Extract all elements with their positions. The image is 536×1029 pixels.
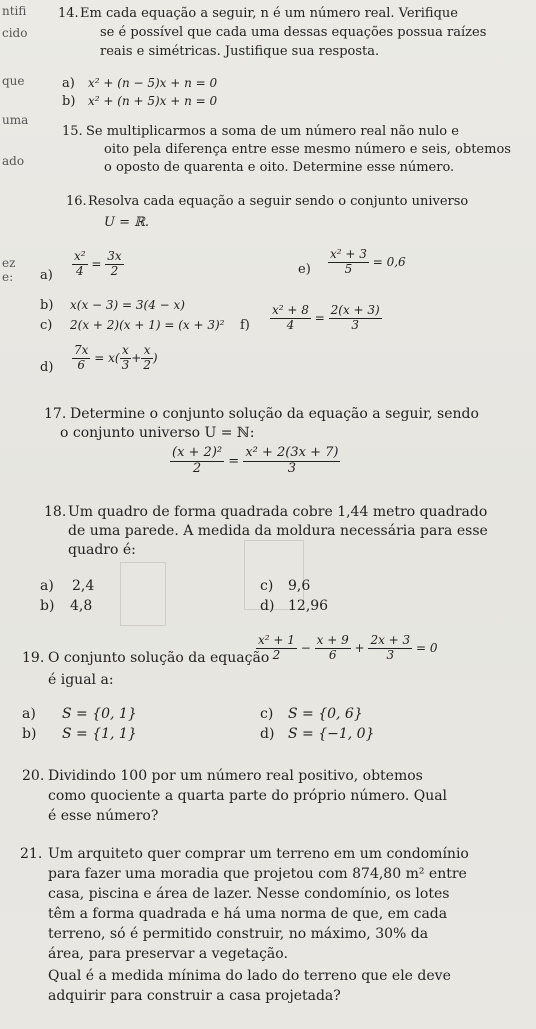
question-text: adquirir para construir a casa projetada? bbox=[48, 988, 341, 1004]
question-text: U = ℝ. bbox=[104, 215, 150, 230]
question-number: 19. bbox=[22, 650, 45, 666]
question-text: O conjunto solução da equação bbox=[48, 650, 270, 666]
question-text: se é possível que cada uma dessas equações possua raízes bbox=[100, 25, 487, 40]
question-text: têm a forma quadrada e há uma norma de que, em cada bbox=[48, 906, 448, 922]
margin-note: e: bbox=[2, 270, 14, 284]
question-text: Um arquiteto quer comprar um terreno em um condomínio bbox=[48, 846, 469, 862]
option-label: d) bbox=[260, 726, 275, 742]
equation: 2(x + 2)(x + 1) = (x + 3)² bbox=[70, 318, 225, 332]
question-text: é esse número? bbox=[48, 808, 159, 824]
margin-note: uma bbox=[2, 113, 29, 127]
question-number: 14. bbox=[58, 6, 79, 21]
question-text: Dividindo 100 por um número real positivo, obtemos bbox=[48, 768, 423, 784]
option-value: S = {1, 1} bbox=[62, 726, 137, 742]
question-text: quadro é: bbox=[68, 542, 136, 558]
option-value: 2,4 bbox=[72, 578, 95, 594]
equation-19: $\frac{\text{x² + 1}}{2}$ − $\frac{x + 9}{6}$ + $\frac{2x + 3}{3}$ = 0 bbox=[258, 633, 438, 662]
equation-17: $\frac{\text{(x + 2)²}}{2}$ = $\frac{\text{x² + 2(3x + 7)}}{3}$ bbox=[172, 445, 339, 476]
option-value: S = {0, 1} bbox=[62, 706, 137, 722]
option-label: b) bbox=[40, 298, 54, 313]
option-value: S = {−1, 0} bbox=[288, 726, 375, 742]
option-label: f) bbox=[240, 318, 250, 333]
margin-note: ado bbox=[2, 154, 25, 168]
option-label: a) bbox=[40, 268, 53, 283]
option-label: b) bbox=[22, 726, 37, 742]
option-value: S = {0, 6} bbox=[288, 706, 363, 722]
question-text: para fazer uma moradia que projetou com 874,80 m² entre bbox=[48, 866, 467, 882]
option-label: a) bbox=[62, 76, 75, 91]
margin-note: ez bbox=[2, 256, 16, 270]
question-text: o oposto de quarenta e oito. Determine esse número. bbox=[104, 160, 455, 175]
question-text: Em cada equação a seguir, n é um número real. Verifique bbox=[80, 6, 458, 21]
question-text: Resolva cada equação a seguir sendo o conjunto universo bbox=[88, 194, 469, 209]
option-label: c) bbox=[40, 318, 53, 333]
question-number: 18. bbox=[44, 504, 67, 520]
question-text: Qual é a medida mínima do lado do terreno que ele deve bbox=[48, 968, 451, 984]
question-text: casa, piscina e área de lazer. Nesse condomínio, os lotes bbox=[48, 886, 450, 902]
question-text: Determine o conjunto solução da equação a seguir, sendo bbox=[70, 406, 479, 422]
equation-16f: $\frac{\text{x² + 8}}{4}$ = $\frac{2(x + 3)}{3}$ bbox=[272, 303, 380, 332]
option-label: a) bbox=[22, 706, 36, 722]
question-text: oito pela diferença entre esse mesmo número e seis, obtemos bbox=[104, 142, 511, 157]
question-text: Se multiplicarmos a soma de um número real não nulo e bbox=[86, 124, 459, 139]
question-number: 15. bbox=[62, 124, 83, 139]
question-text: como quociente a quarta parte do próprio número. Qual bbox=[48, 788, 448, 804]
faded-figure bbox=[120, 562, 166, 626]
option-label: b) bbox=[62, 94, 76, 109]
option-label: b) bbox=[40, 598, 55, 614]
option-label: a) bbox=[40, 578, 54, 594]
margin-note: cido bbox=[2, 26, 28, 40]
question-text: área, para preservar a vegetação. bbox=[48, 946, 288, 962]
question-number: 20. bbox=[22, 768, 45, 784]
question-text: reais e simétricas. Justifique sua resposta. bbox=[100, 44, 380, 59]
option-label: c) bbox=[260, 578, 274, 594]
question-text: de uma parede. A medida da moldura necessária para esse bbox=[68, 523, 488, 539]
option-label: d) bbox=[40, 360, 54, 375]
margin-note: que bbox=[2, 74, 25, 88]
option-label: e) bbox=[298, 262, 311, 277]
option-value: 12,96 bbox=[288, 598, 329, 614]
question-text: é igual a: bbox=[48, 672, 114, 688]
question-number: 16. bbox=[66, 194, 87, 209]
question-text: Um quadro de forma quadrada cobre 1,44 metro quadrado bbox=[68, 504, 488, 520]
question-text: o conjunto universo U = ℕ: bbox=[60, 425, 255, 441]
margin-note: ntifi bbox=[2, 4, 27, 18]
equation: x(x − 3) = 3(4 − x) bbox=[70, 298, 185, 312]
equation: x² + (n − 5)x + n = 0 bbox=[88, 76, 218, 90]
question-text: terreno, só é permitido construir, no máximo, 30% da bbox=[48, 926, 429, 942]
question-number: 21. bbox=[20, 846, 43, 862]
option-value: 4,8 bbox=[70, 598, 93, 614]
question-number: 17. bbox=[44, 406, 67, 422]
equation: x² + (n + 5)x + n = 0 bbox=[88, 94, 218, 108]
equation-16a: $\frac{\text{x²}}{4}$ = $\frac{3x}{2}$ bbox=[74, 249, 122, 278]
equation-16e: $\frac{\text{x² + 3}}{5}$ = 0,6 bbox=[330, 247, 406, 276]
option-label: c) bbox=[260, 706, 274, 722]
option-label: d) bbox=[260, 598, 275, 614]
option-value: 9,6 bbox=[288, 578, 311, 594]
equation-16d: $\frac{7x}{6}$ = x( $\frac{x}{3}$ + $\frac{x}{2}$ ) bbox=[74, 343, 158, 372]
